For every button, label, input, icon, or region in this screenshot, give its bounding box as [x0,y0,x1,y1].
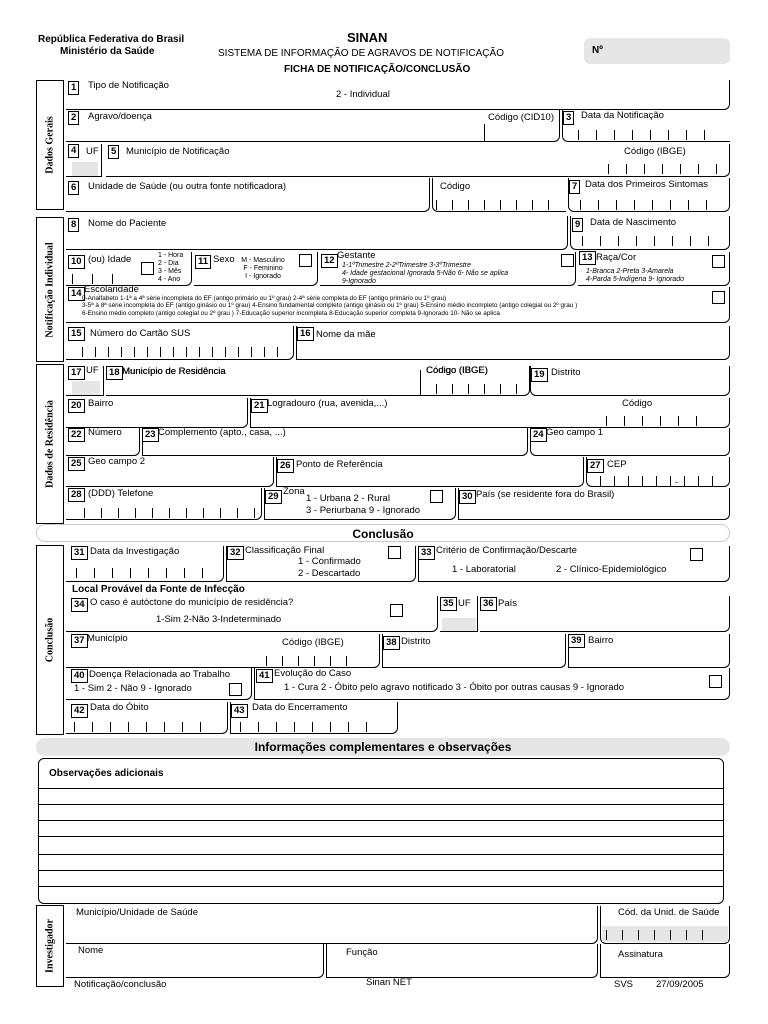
field-number: 11 [195,255,211,269]
field-label: Critério de Confirmação/Descarte [436,545,577,556]
work-related-checkbox[interactable] [229,683,242,696]
phone-ticks [84,508,255,518]
field-label: Município de Notificação [126,146,230,157]
criteria-checkbox[interactable] [690,548,703,561]
criteria-option-2: 2 - Clínico-Epidemiológico [556,564,667,575]
field-label: UF [86,365,99,376]
field-label: Escolaridade [84,284,139,295]
field-label: Data da Investigação [90,546,180,557]
field-label: Zona [283,486,305,497]
field-label: Evolução do Caso [274,668,352,679]
criteria-option-1: 1 - Laboratorial [452,564,516,575]
age-ticks [72,274,113,284]
field-label: Classificação Final [245,545,325,556]
local-source-title: Local Provável da Fonte de Infecção [72,584,245,595]
cep-ticks [600,476,713,486]
field-number: 41 [256,669,273,683]
field-number: 4 [68,144,79,158]
field-number: 21 [251,399,268,413]
field-number: 1 [68,81,79,95]
field-label: Unidade de Saúde (ou outra fonte notificadora) [88,181,287,192]
field-number: 12 [321,254,338,268]
sus-ticks [82,347,278,357]
observations-box[interactable] [38,758,724,904]
code-ticks [606,416,714,426]
field-number: 24 [530,428,547,442]
field-label: Data de Nascimento [590,217,677,228]
field-number: 5 [108,145,119,159]
field-label: Nome do Paciente [88,218,167,229]
residence-uf-input[interactable] [72,381,100,395]
field-number: 32 [227,546,244,560]
date-ticks [582,236,709,246]
date-ticks [580,200,707,210]
field-label: Número [88,427,122,438]
code-ticks [608,164,717,174]
republic-text: República Federativa do Brasil [38,34,185,45]
field-number: 8 [68,218,79,232]
number-label: Nº [592,45,603,56]
evolution-checkbox[interactable] [709,675,722,688]
age-unit-checkbox[interactable] [141,262,154,275]
field-label: CEP [607,459,627,470]
field-investigator-name[interactable] [66,944,324,978]
field-number: 22 [68,428,85,442]
pregnant-checkbox[interactable] [561,254,574,267]
footer-center: Sinan NET [366,977,412,988]
divider [484,124,485,142]
field-label: Doença Relacionada ao Trabalho [89,669,231,680]
field-number: 3 [563,111,574,125]
section-general: Dados Gerais [36,80,64,210]
field-number: 26 [277,459,294,473]
observations-title: Observações adicionais [49,768,164,779]
race-checkbox[interactable] [712,255,725,268]
work-related-options: 1 - Sim 2 - Não 9 - Ignorado [74,683,192,694]
field-number: 34 [71,598,88,612]
system-subtitle: SISTEMA DE INFORMAÇÃO DE AGRAVOS DE NOTIFICAÇÃO [218,48,504,59]
field-label: Código (IBGE) [282,637,344,648]
ministry-text: Ministério da Saúde [60,46,155,57]
field-number: 6 [68,181,79,195]
age-options: 1 - Hora 2 - Dia 3 - Mês 4 - Ano [158,252,184,284]
system-title: SINAN [347,30,388,45]
uf-input[interactable] [72,162,98,176]
field-number: 35 [440,597,457,611]
field-label: Complemento (apto., casa, ...) [158,427,286,438]
field-label: País [498,598,518,609]
field-number: 30 [459,490,476,504]
field-label: Tipo de Notificação [88,80,169,91]
zone-options-1: 1 - Urbana 2 - Rural [306,493,390,504]
date-ticks [578,130,705,140]
field-number: 10 [68,255,85,269]
field-number: 17 [68,366,85,380]
sex-checkbox[interactable] [299,254,312,267]
race-options: 1-Branca 2-Preta 3-Amarela 4-Parda 5-Indígena 9- Ignorado [586,268,685,284]
field-number: 13 [579,251,596,265]
education-checkbox[interactable] [712,291,725,304]
field-number: 40 [71,669,88,683]
field-label: Código [622,398,653,409]
field-label: Nome da mãe [316,329,376,340]
section-conclusion: Conclusão [36,545,64,735]
zone-options-2: 3 - Periurbana 9 - Ignorado [306,505,421,516]
field-number: 29 [265,490,282,504]
field-label: Bairro [88,398,114,409]
footer-left: Notificação/conclusão [74,979,167,990]
field-label: Função [346,947,378,958]
field-label: UF [86,146,99,157]
autochthonous-options: 1-Sim 2-Não 3-Indeterminado [156,614,282,625]
field-label: Distrito [401,636,431,647]
field-number: 33 [418,546,435,560]
field-label: Nome [78,945,104,956]
field-label: Código (IBGE) [426,365,488,376]
field-label: Distrito [551,367,581,378]
section-investigator: Investigador [36,905,64,987]
field-label: Geo campo 1 [546,427,604,438]
cep-dash: - [675,477,679,488]
field-label: Geo campo 2 [88,456,146,467]
field-number: 27 [587,459,604,473]
field-label: Município de Residência [122,366,226,377]
field-number: 38 [383,636,400,650]
field-number: 15 [68,327,85,341]
code-ticks [436,200,549,210]
sex-options: M - Masculino F - Feminino I - Ignorado [241,257,285,281]
field-label: Número do Cartão SUS [90,328,191,339]
field-label: (ou) Idade [88,254,132,265]
field-label: Raça/Cor [596,252,637,263]
field-label: Assinatura [618,949,663,960]
field-label: Data do Encerramento [252,702,348,713]
info-bar: Informações complementares e observações [36,738,730,756]
form-title: FICHA DE NOTIFICAÇÃO/CONCLUSÃO [284,64,471,75]
code-ticks [606,930,718,940]
field-number: 31 [71,546,88,560]
zone-checkbox[interactable] [430,490,443,503]
field-number: 25 [68,457,85,471]
classification-checkbox[interactable] [388,546,401,559]
field-label: Ponto de Referência [296,459,383,470]
field-label: Código (CID10) [488,112,554,123]
field-number: 7 [569,180,580,194]
pregnant-options: 1-1ºTrimestre 2-2ºTrimestre 3-3ºTrimestre 4- Idade gestacional Ignorada 5-Não 6- Não se aplica 9-Ignorado [342,262,509,286]
field-label: Município [87,633,128,644]
field-number: 9 [572,218,583,232]
field-number: 37 [71,634,88,648]
field-number: 43 [231,704,248,718]
infection-uf-input[interactable] [442,618,476,631]
autochthonous-checkbox[interactable] [390,604,403,617]
field-label: Sexo [213,254,235,265]
date-ticks [240,722,367,732]
field-infection-country[interactable] [480,596,730,632]
education-options: 0-Analfabeto 1-1ª a 4ª série incompleta do EF (antigo primário ou 1º grau) 2-4ª série completa do EF (antigo primário ou 1º grau) 3-5ª à 8ª série incompleta do EF (antigo ginásio ou 1º grau) 4-Ensino fundamental completo (antigo ginásio ou 1º grau) 5-Ensino médio incompleto (antigo colegial ou 2º grau ) 6-Ensino médio completo (antigo colegial ou 2º grau ) 7-Educação superior incompleta 8-Educação superior completa 9-Ignorado 10- Não se aplica [82,295,578,317]
classification-option-1: 1 - Confirmado [298,556,361,567]
field-number: 42 [71,704,88,718]
section-individual: Notificação Individual [36,217,64,362]
field-label: Agravo/doença [88,111,152,122]
code-ticks [420,384,517,394]
evolution-options: 1 - Cura 2 - Óbito pelo agravo notificado 3 - Óbito por outras causas 9 - Ignorado [284,682,625,693]
field-label: Cód. da Unid. de Saúde [618,907,720,918]
code-ticks [266,656,362,666]
field-label: (DDD) Telefone [88,488,154,499]
field-label: Código [440,181,471,192]
footer-svs: SVS [614,979,634,990]
field-label: UF [458,598,471,609]
field-number: 23 [142,428,159,442]
section-residence: Dados de Residência [36,364,64,524]
conclusion-bar: Conclusão [36,524,730,542]
field-label: País (se residente fora do Brasil) [476,489,615,500]
field-number: 14 [68,287,85,301]
field-label: Data da Notificação [581,110,664,121]
field-label: Gestante [337,250,376,261]
field-number: 16 [297,327,314,341]
field-number: 36 [480,597,497,611]
field-number: 39 [568,634,585,648]
field-label: Código (IBGE) [624,146,686,157]
field-number: 28 [68,488,85,502]
field-label: O caso é autóctone do município de residência? [90,597,294,608]
notification-number-field[interactable] [584,38,730,64]
field-number: 18 [106,366,123,380]
field-number: 20 [68,399,85,413]
field-label: Logradouro (rua, avenida,...) [267,398,388,409]
date-ticks [74,722,201,732]
classification-option-2: 2 - Descartado [298,568,361,579]
field-number: 2 [68,111,79,125]
field-label: Município/Unidade de Saúde [76,907,199,918]
date-ticks [76,568,203,578]
field-label: Bairro [588,635,614,646]
field-label: Data do Óbito [90,702,149,713]
footer-date: 27/09/2005 [656,979,704,990]
notification-type-value: 2 - Individual [336,89,390,100]
field-label: Data dos Primeiros Sintomas [585,179,709,190]
field-number: 19 [531,368,548,382]
